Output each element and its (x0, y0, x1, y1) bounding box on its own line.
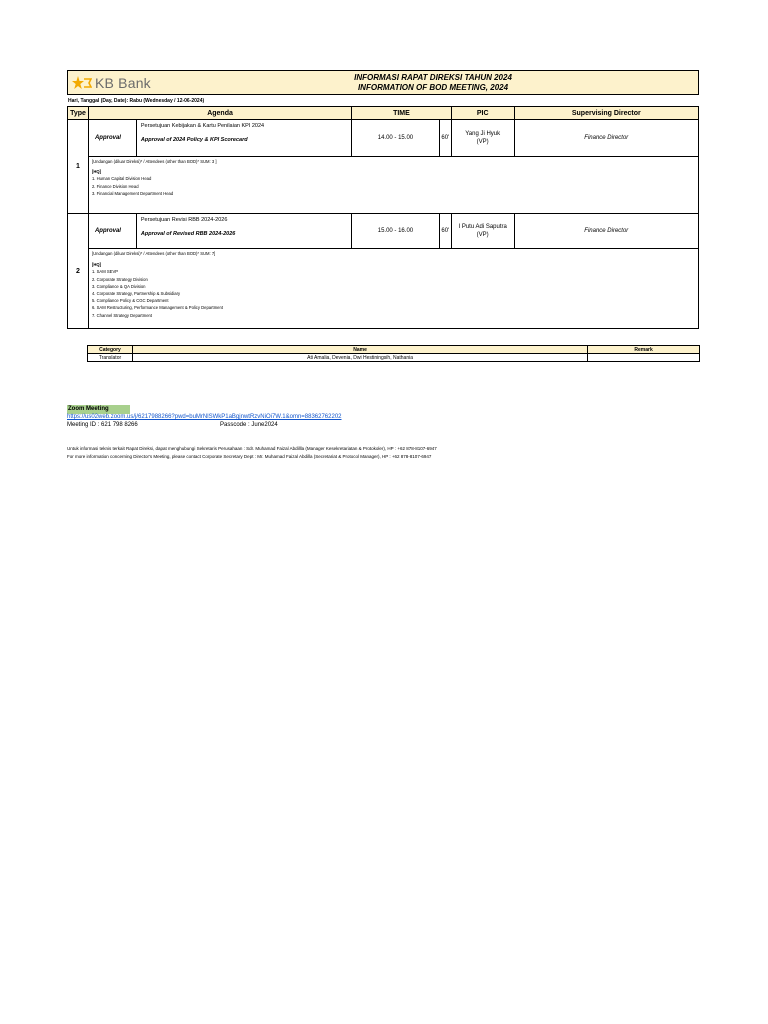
title-indonesian: INFORMASI RAPAT DIREKSI TAHUN 2024 (354, 73, 512, 82)
kb-star-icon (72, 76, 92, 90)
category-label: Approval (88, 214, 136, 249)
zoom-meeting-link[interactable]: https://us02web.zoom.us/j/6217988266?pwd=buMrNlSWkP1aBgjnwtRzvNiOi7W.1&omn=88362762202 (67, 414, 342, 420)
list-item: 4. Corporate Strategy, Partnership & Subsidiary (91, 291, 181, 297)
meeting-date: Hari, Tanggal (Day, Date): Rabu (Wednesday / 12-06-2024) (68, 98, 205, 104)
title-english: INFORMATION OF BOD MEETING, 2024 (357, 83, 509, 92)
contact-info-english: For more information concerning Director's Meeting, please contact Corporate Secretary Dept : Mr. Muhamad Faizal Abdilla (Secretariat & Protocol Manager), HP : +62 878-8107-6947 (67, 453, 432, 459)
list-item: 7. Channel Strategy Department (91, 312, 153, 318)
agenda-title-en: Approval of Revised RBB 2024-2026 (140, 231, 236, 237)
category-label: Approval (88, 120, 136, 157)
pic-cell (451, 214, 514, 249)
agenda-title-id: Persetujuan Revisi RBB 2024-2026 (140, 217, 228, 223)
meeting-passcode: Passcode : June2024 (220, 422, 278, 428)
agenda-row (68, 120, 699, 157)
translator-names: Ati Amalia, Devenia, Dwi Hestiningsih, Nathania (132, 354, 587, 362)
agenda-item (136, 214, 351, 249)
list-item: 5. Compliance Policy & CGC Department (91, 298, 169, 304)
header-banner (67, 70, 699, 95)
supervising-header: Supervising Director (514, 107, 698, 120)
pic-cell (451, 120, 514, 157)
table-row (88, 354, 700, 362)
translator-table (87, 345, 700, 362)
attendees-group: [HQ] (91, 169, 102, 175)
attendees-group: [HQ] (91, 262, 102, 268)
logo-text: KB Bank (95, 75, 151, 91)
time-slot: 14.00 - 15.00 (352, 120, 440, 157)
pic-header: PIC (451, 107, 514, 120)
agenda-title-en: Approval of 2024 Policy & KPI Scorecard (140, 137, 248, 143)
row-number: 1 (68, 120, 89, 214)
attendees-block (88, 249, 698, 329)
agenda-title-id: Persetujuan Kebijakan & Kartu Penilaian KPI 2024 (140, 123, 265, 129)
pic-name: Yang Ji Hyuk (465, 131, 501, 137)
category-header: Category (88, 346, 133, 354)
kb-bank-logo (72, 74, 151, 92)
list-item: 3. Financial Management Department Head (91, 190, 174, 196)
type-header: Type (68, 107, 89, 120)
agenda-table (67, 106, 699, 329)
attendees-header: [Undangan (diluar Direksi)* / Attendees (other than BOD)* SUM: 7] (91, 251, 216, 256)
remark-header: Remark (588, 346, 700, 354)
page-title (228, 73, 638, 93)
time-header: TIME (352, 107, 452, 120)
meeting-id: Meeting ID : 621 798 8266 (67, 422, 138, 428)
contact-info-indonesian: Untuk informasi teknis terkait Rapat Direksi, dapat menghubungi Sekretaris Perusahaan : Sdr. Muhamad Faizal Abdillla (Manager Kesekretariatan & Protokoler), HP : +62 878-8107-6947 (67, 446, 437, 451)
translator-category: Translator (88, 354, 133, 362)
supervising-director: Finance Director (514, 214, 698, 249)
attendees-block (88, 157, 698, 214)
translator-remark (588, 354, 700, 362)
name-header: Name (132, 346, 587, 354)
agenda-item (136, 120, 351, 157)
agenda-row (68, 214, 699, 249)
table-header-row (68, 107, 699, 120)
contact-info (67, 445, 437, 460)
zoom-meeting-label: Zoom Meeting (67, 405, 130, 414)
attendees-row (68, 249, 699, 329)
attendees-row (68, 157, 699, 214)
time-slot: 15.00 - 16.00 (352, 214, 440, 249)
list-item: 1. Human Capital Division Head (91, 176, 152, 182)
attendees-header: [Undangan (diluar Direksi)* / Attendees (other than BOD)* SUM: 3 ] (91, 159, 217, 164)
row-number: 2 (68, 214, 89, 329)
list-item: 6. SAM Restructuring, Performance Management & Policy Department (91, 305, 223, 311)
pic-name: I Putu Adi Saputra (458, 224, 507, 230)
pic-role: (VP) (476, 139, 489, 145)
list-item: 1. SAM SEVP (91, 269, 119, 275)
translator-header-row (88, 346, 700, 354)
list-item: 2. Finance Division Head (91, 183, 139, 189)
duration: 60' (439, 214, 451, 249)
supervising-director: Finance Director (514, 120, 698, 157)
list-item: 2. Corporate Strategy Division (91, 276, 148, 282)
list-item: 3. Compliance & QA Division (91, 283, 146, 289)
pic-role: (VP) (476, 232, 489, 238)
duration: 60' (439, 120, 451, 157)
agenda-header: Agenda (88, 107, 351, 120)
